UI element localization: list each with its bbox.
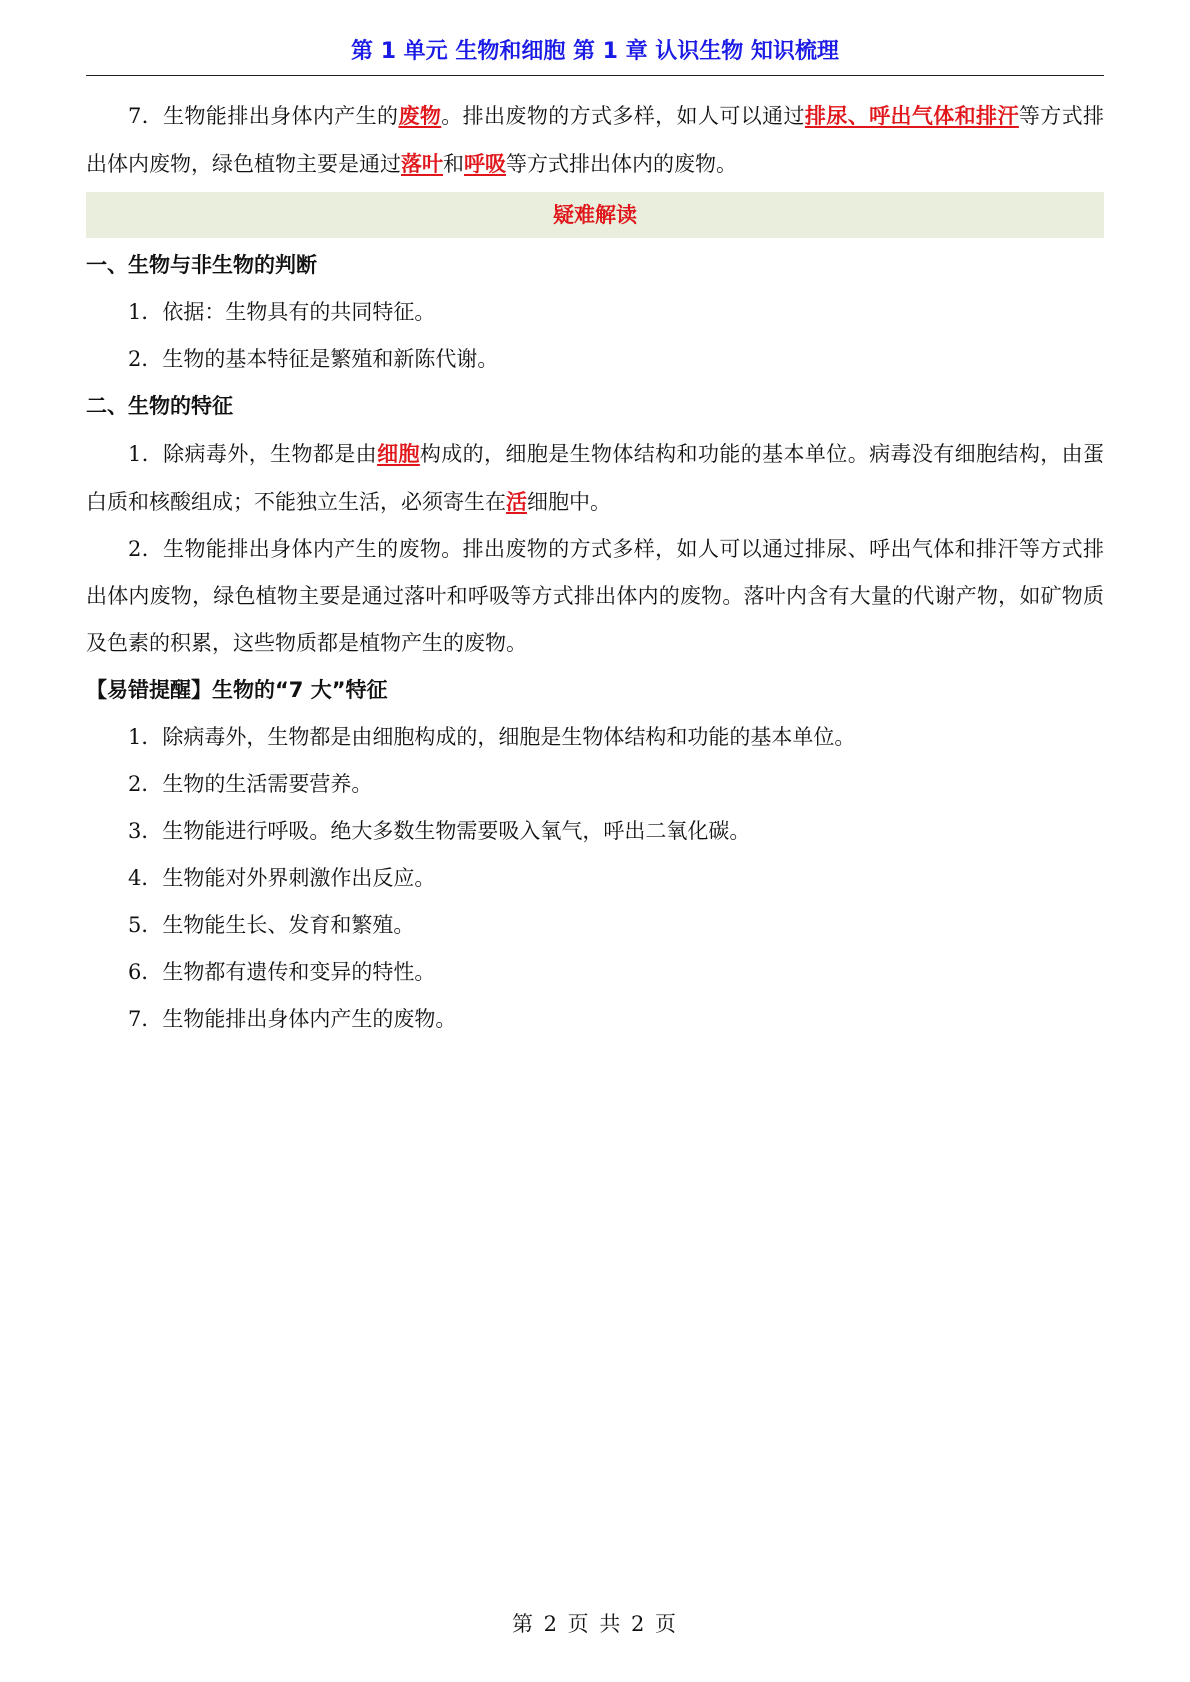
section-1-item-2: 2．生物的基本特征是繁殖和新陈代谢。 xyxy=(128,347,499,371)
reminder-item-3: 3．生物能进行呼吸。绝大多数生物需要吸入氧气，呼出二氧化碳。 xyxy=(128,819,751,843)
highlight-waste: 废物 xyxy=(398,103,442,128)
section-1-heading: 一、生物与非生物的判断 xyxy=(86,253,317,277)
text: 细胞中。 xyxy=(527,490,611,514)
text: 。排出废物的方式多样，如人可以通过 xyxy=(441,104,805,128)
page-header-title: 第 1 单元 生物和细胞 第 1 章 认识生物 知识梳理 xyxy=(86,34,1104,76)
highlight-living: 活 xyxy=(506,489,527,514)
text: 和 xyxy=(443,152,464,176)
reminder-heading: 【易错提醒】生物的“7 大”特征 xyxy=(86,678,388,702)
reminder-item-1: 1．除病毒外，生物都是由细胞构成的，细胞是生物体结构和功能的基本单位。 xyxy=(128,725,856,749)
document-body xyxy=(86,92,1104,1043)
page-number: 第 2 页 共 2 页 xyxy=(511,1612,679,1636)
paragraph-7-waste xyxy=(86,92,1104,188)
text: 等方式排出体内废物，绿色植物主要是通过 xyxy=(86,104,1105,176)
section-2-item-1 xyxy=(86,430,1104,526)
section-banner: 疑难解读 xyxy=(86,192,1104,238)
text: 构成的，细胞是生物体结构和功能的基本单位。病毒没有细胞结构，由蛋白质和核酸组成；不能独立生活，必须寄生在 xyxy=(86,442,1104,514)
text: 7．生物能排出身体内产生的 xyxy=(128,104,399,128)
text: 等方式排出体内的废物。 xyxy=(506,152,737,176)
reminder-item-7: 7．生物能排出身体内产生的废物。 xyxy=(128,1007,457,1031)
section-2-item-2: 2．生物能排出身体内产生的废物。排出废物的方式多样，如人可以通过排尿、呼出气体和排汗等方式排出体内废物，绿色植物主要是通过落叶和呼吸等方式排出体内的废物。落叶内含有大量的代谢产物，如矿物质及色素的积累，这些物质都是植物产生的废物。 xyxy=(86,537,1104,655)
section-2-heading: 二、生物的特征 xyxy=(86,394,233,418)
reminder-item-6: 6．生物都有遗传和变异的特性。 xyxy=(128,960,436,984)
text: 1．除病毒外，生物都是由 xyxy=(128,442,378,466)
reminder-item-2: 2．生物的生活需要营养。 xyxy=(128,772,373,796)
section-1-item-1: 1．依据：生物具有的共同特征。 xyxy=(128,300,436,324)
highlight-fallen-leaves: 落叶 xyxy=(401,151,443,176)
reminder-item-5: 5．生物能生长、发育和繁殖。 xyxy=(128,913,415,937)
highlight-cell: 细胞 xyxy=(377,441,420,466)
highlight-excretion-methods: 排尿、呼出气体和排汗 xyxy=(804,103,1019,128)
highlight-respiration: 呼吸 xyxy=(464,151,506,176)
reminder-item-4: 4．生物能对外界刺激作出反应。 xyxy=(128,866,436,890)
